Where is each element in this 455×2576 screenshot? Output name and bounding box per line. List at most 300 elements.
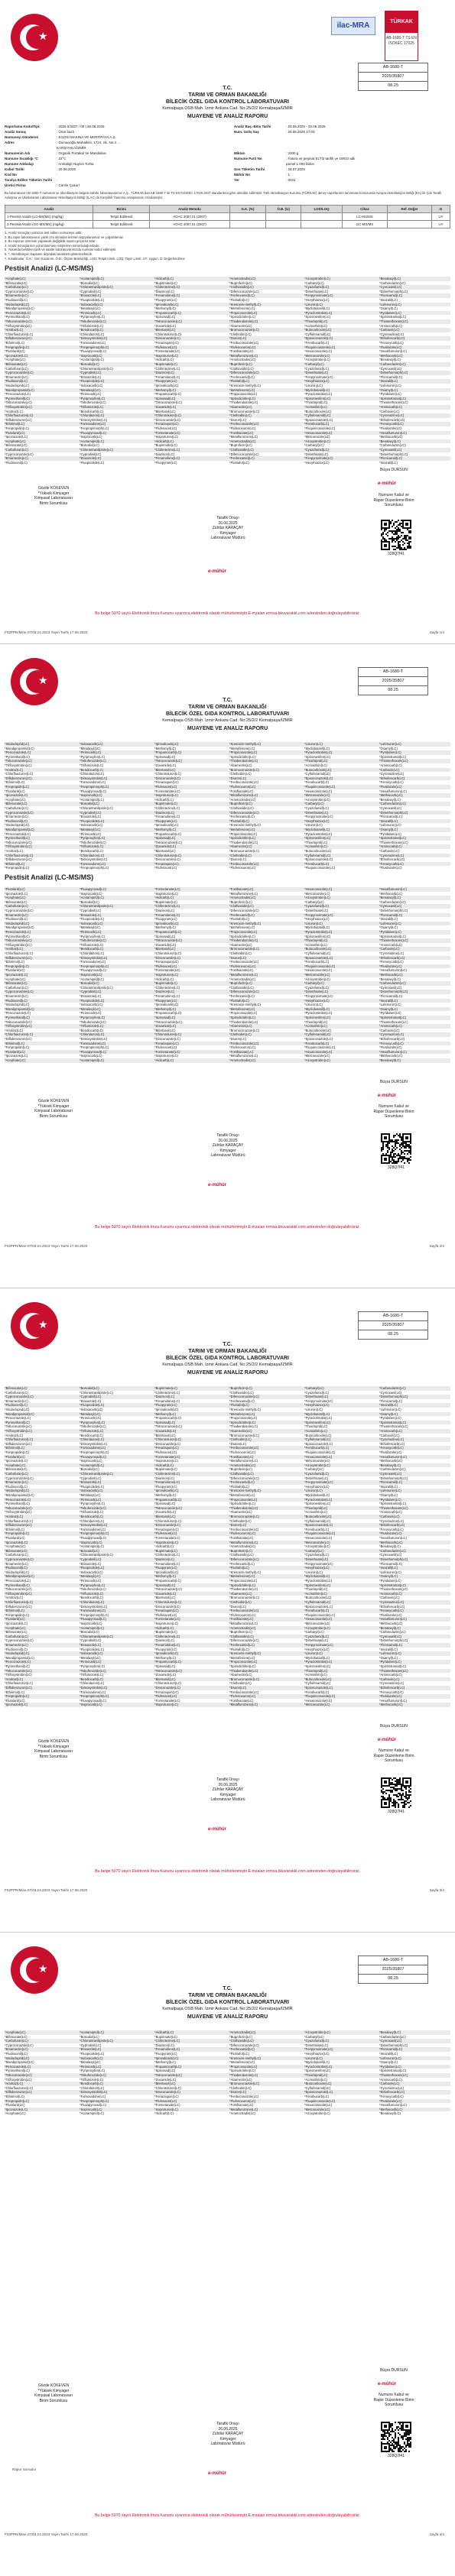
pesticide-cell: *Dimethomorph(LC) [379, 289, 408, 293]
table-row [5, 461, 450, 465]
signer-right-top: Büşra DURSUN [380, 1080, 408, 1084]
pesticide-cell: *Epoxiconazole(LC) [304, 857, 333, 862]
pesticide-cell: *Boscalid(LC) [80, 1467, 99, 1472]
pesticide-cell: *Fenbuconazole(LC) [229, 1446, 259, 1450]
electronic-seal-note[interactable]: Bu belge 5070 sayılı Elektronik İmza Kanunu uyarınca elektronik olarak mühürlenmiştir.E-mzalan ermsa.bkuvarakkl.com adresinden doğrulayabilirsiniz. [95, 2513, 360, 2518]
pesticide-cell: *Fenbuconazole(LC) [229, 422, 259, 426]
pesticide-cell: *Azoxystrobin(LC) [304, 277, 330, 280]
pesticide-cell: *Diazinon(LC) [154, 289, 175, 293]
pesticide-cell: *Fenpropimorph(LC) [80, 785, 109, 789]
pesticide-cell: *Thiabendazole(LC) [229, 938, 258, 943]
pesticide-cell: *Clethodim(LC) [229, 413, 252, 418]
pesticide-cell: *Mandipropamid(LC) [5, 1655, 34, 1660]
pesticide-cell: *Fosthiazate(LC) [229, 1698, 254, 1703]
pesticide-cell: *Chlorfluazuron(LC) [5, 1437, 34, 1442]
pesticide-cell: *Fenpyroximate(LC) [304, 815, 333, 819]
electronic-seal-note[interactable]: Bu belge 5070 sayılı Elektronik İmza Kanunu uyarınca elektronik olarak mühürlenmiştir.E-mzalan ermsa.bkuvarakkl.com adresinden doğrulayabilirsiniz. [95, 1225, 360, 1230]
pesticide-cell: *Dimoxystrobin(LC) [80, 955, 108, 960]
pesticide-cell: *Fenazaquin(LC) [154, 2095, 179, 2098]
pesticide-cell: *Amitraz(LC) [5, 1515, 23, 1518]
pesticide-cell: *Diazinon(LC) [154, 1557, 175, 1561]
pesticide-cell: *Spinosad(LC) [154, 1664, 176, 1668]
pesticide-cell: *Fenoxycarb(LC) [379, 341, 404, 345]
pesticide-cell: *Metaflumizone(LC) [229, 435, 258, 439]
table-row [5, 2111, 450, 2116]
pesticide-cell: *Butocarboxim(LC) [304, 2082, 332, 2086]
pesticide-cell: *Propamocarb(LC) [154, 1579, 181, 1583]
pesticide-cell: *Flutolanil(LC) [5, 1536, 25, 1540]
pesticide-cell: *Ipconazole(LC) [5, 1540, 28, 1544]
pesticide-cell: *Benalaxyl(LC) [379, 358, 401, 362]
pesticide-cell: *Clothianidin(LC) [229, 1472, 254, 1476]
pesticide-cell: *Kresoxim-methyl(LC) [229, 1651, 261, 1656]
pesticide-cell: *Cymoxanil(LC) [379, 985, 402, 990]
pesticide-cell: *Benalaxyl(LC) [379, 977, 401, 981]
pesticide-cell: *Fenoxycarb(LC) [379, 1527, 404, 1531]
pesticide-cell: *Zoxamide(LC) [154, 323, 177, 328]
pesticide-cell: *Fenbuconazole(LC) [229, 1041, 259, 1045]
pesticide-cell: *Azoxystrobin(LC) [304, 1058, 330, 1062]
pesticide-cell: *Dimoxystrobin(LC) [80, 336, 108, 341]
pesticide-cell: *Bromuconazole(LC) [229, 1433, 259, 1437]
pesticide-cell: *Fludioxonil(LC) [5, 818, 28, 823]
pesticide-cell: *Trifloxystrobin(LC) [5, 844, 32, 849]
pesticide-cell: *Carbaryl(LC) [304, 280, 324, 285]
pesticide-cell: *Cyprodinil(LC) [80, 1557, 102, 1561]
pesticide-cell: *Pyriproxyfen(LC) [80, 1664, 106, 1668]
pesticide-cell: *Ethirimol(LC) [5, 2095, 25, 2098]
report-page-1: ★ ilac-MRA TÜRKAK AB-1680-T TS EN ISO/IEC 17025 AB-1680-T 2025/35807 08.25 T.C. TARIM VE ORMAN BAKANLIĞI BİLECİK ÖZEL GIDA KONTROL LABORATUVARI Kemalpaşa OSB Mah. İzmir Ankara Cad. No:25/2/2 Kemalpaşa/İZMİR MUAYENE VE ANALİZ RAPORU Raporlama Kodu/Tipi: : 2025.0/3227 / 00 | 26.06.2025 Analiz Sonuç : Ürün bazlı Numuneyi Gönderen : EGOSİ MAKINA VE MERTİPAYA A.Ş. Adres : Dumanoğlu Mahallesi, 1724. Sk. No:4 ... KARŞIYAKA/İZMİR Numunenin Adı : Organik Portakal Ve Mandalina Numune Sıcaklığı °C : 22°C Numune Ambalajı : Ambalajlı Naylon Torba Kabul Tarihi : 20.06.2025 Kod No : Tarafça Edilen Tüketim Tarihi : Üretici Firma : Cümle Çukurl Analiz Baş.-Bitiş Tarihi : 20.06.2025 - 25.06.2025 Num. Geliş Saş : 20.06.2025 17:03 Miktarı : 2000 g Numune Parti No : Fatura ve peşinat ELTİ2 tarihli ve 18910 adlı parsel 1.000 bidon Son Tüketim Tarihi : 26.07.2025 Mühür No : 1 Yer : 0022 Bu laboratuvar AB-1680-T numaralı ve akreditasyon belgesi sahibi, laboratuvarımız A.Ş., TÜRKAK'dan AB-1680-T ile TS EN ISO/IEC 17025:2017 standardına göre akredite edilmiştir. Türk Akreditasyon Kurumu (TÜRKAK) deney raporlarının tanınması konusunda Avrupa Akreditasyon Birliği (EA) ile Çok Taraflı Anlaşma ve Uluslararası Laboratuvar Akreditasyon Birliği (ILAC) ile Karşılıklı Tanınma Anlaşmasını imzalamıştır. Analiz Birimi Analiz Metodu G.K. (%) Ö.B. (U) LOD/LOQ Cihaz Ref. Değer D 1-Pestisit Analizi (LC-MS/MS) (mg/kg) Tespit Edilmedi AOAC 2007.01 (2007) LC-MS/MS UY 2-Pestisit Analizi (GC-MS/MS) (mg/kg) Tespit Edilmedi AOAC 2007.01 (2007) GC-MS/MS UY 1. Analiz sonuçları yalnızca test edilen numuneye aittir. 2. Bu rapor laboratuvarın yazılı izni olmadan kısmen kopyalanamaz ve çoğaltılamaz. 3. Bu raporun üzerinde yapılacak değişiklik raporu geçersiz kılar. 4. Analiz sonuçlarının yorumlanması müşterinin sorumluluğundadır. 5. Yukarıda belirtilen tarih ve saatte laboratuvarımızda numune kabul edilmiştir. 6. *: Akreditasyon kapsamı dışındaki analizleri göstermektedir. 7. Kısaltmalar: G.K.: Geri Kazanım, Ö.B.: Ölçüm Belirsizliği, LOD: Tespit Limiti, LOQ: Tayin Limiti, UY: Uygun, D: Değerlendirme Pestisit Analizi (LC-MS/MS) *Acephate(LC) *Acetamiprid(LC) *Aldicarb(LC) *Ametoctradin(LC) *Azoxystrobin(LC) *Benalaxyl(LC) *Bifenazate(LC) *Boscalid(LC) *Bupirimate(LC) *Buprofezin(LC) *Carbaryl(LC) *Carbendazim(LC) *Carbofuran(LC) *Chlorantraniliprole(LC) *Clofentezine(LC) *Clothianidin(LC) *Cyazofamid(LC) *Cymoxanil(LC) *Cyproconazole(LC) *Cyprodinil(LC) *Diazinon(LC) *Difenoconazole(LC) *Dimethoate(LC) *Dimethomorph(LC) *Emamectin(LC) *Etoxazole(LC) *Fenamidone(LC) *Fenhexamid(LC) *Fenpyroximate(LC) *Flonicamid(LC) *Fludioxonil(LC) *Fluopicolide(LC) *Fluopyram(LC) *Flutriafol(LC) *Hexythiazox(LC) *Imazalil(LC) *Imidacloprid(LC) *Indoxacarb(LC) *Iprovalicarb(LC) *Kresoxim-methyl(LC) *Linuron(LC) *Lufenuron(LC) *Mandipropamid(LC) *Metalaxyl(LC) *Methomyl(LC) *Metrafenone(LC) *Myclobutanil(LC) *Oxamyl(LC) *Penconazole(LC) *Pirimicarb(LC) *Propamocarb(LC) *Propiconazole(LC) *Pyraclostrobin(LC) *Pyridaben(LC) *Pyrimethanil(LC) *Pyriproxyfen(LC) *Spinosad(LC) *Spirodiclofen(LC) *Spiromesifen(LC) *Spirotetramat(LC) *Tebuconazole(LC) *Tebufenozide(LC) *Tetraconazole(LC) *Thiabendazole(LC) *Thiacloprid(LC) *Thiamethoxam(LC) *Trifloxystrobin(LC) *Triflumizole(LC) *Zoxamide(LC) *Abamectin(LC) *Acrinathrin(LC) *Aminocarb(LC) *Amitraz(LC) *Bendiocarb(LC) *Bitertanol(LC) *Bromuconazole(LC) *Butocarboxim(LC) *Carboxin(LC) *Chlorfluazuron(LC) *Chloridazon(LC) *Chlorotoluron(LC) *Clethodim(LC) *Cyflufenamid(LC) *Cyromazine(LC) *Diflubenzuron(LC) *Dimoxystrobin(LC) *Diniconazole(LC) *Diuron(LC) *Epoxiconazole(LC) *Ethiofencarb(LC) *Ethirimol(LC) *Famoxadone(LC) *Fenazaquin(LC) *Fenbuconazole(LC) *Fenobucarb(LC) *Fenoxycarb(LC) *Fenpropidin(LC) *Fenpropimorph(LC) *Flufenacet(LC) *Flufenoxuron(LC) *Fluquinconazole(LC) *Flusilazole(LC) *Flutolanil(LC) *Fluxapyroxad(LC) *Formetanate(LC) *Fosthiazate(LC) *Hexaconazole(LC) *Hexaflumuron(LC) *Ipconazole(LC) *Isoprocarb(LC) *Isoproturon(LC) *Metaflumizone(LC) *Metconazole(LC) *Methiocarb(LC) *Acephate(LC) *Acetamiprid(LC) *Aldicarb(LC) *Ametoctradin(LC) *Azoxystrobin(LC) *Benalaxyl(LC) *Bifenazate(LC) *Boscalid(LC) *Bupirimate(LC) *Buprofezin(LC) *Carbaryl(LC) *Carbendazim(LC) *Carbofuran(LC) *Chlorantraniliprole(LC) *Clofentezine(LC) *Clothianidin(LC) *Cyazofamid(LC) *Cymoxanil(LC) *Cyproconazole(LC) *Cyprodinil(LC) *Diazinon(LC) *Difenoconazole(LC) *Dimethoate(LC) *Dimethomorph(LC) *Emamectin(LC) *Etoxazole(LC) *Fenamidone(LC) *Fenhexamid(LC) *Fenpyroximate(LC) *Flonicamid(LC) *Fludioxonil(LC) *Fluopicolide(LC) *Fluopyram(LC) *Flutriafol(LC) *Hexythiazox(LC) *Imazalil(LC) *Imidacloprid(LC) *Indoxacarb(LC) *Iprovalicarb(LC) *Kresoxim-methyl(LC) *Linuron(LC) *Lufenuron(LC) *Mandipropamid(LC) *Metalaxyl(LC) *Methomyl(LC) *Metrafenone(LC) *Myclobutanil(LC) *Oxamyl(LC) *Penconazole(LC) *Pirimicarb(LC) *Propamocarb(LC) *Propiconazole(LC) *Pyraclostrobin(LC) *Pyridaben(LC) *Pyrimethanil(LC) *Pyriproxyfen(LC) *Spinosad(LC) *Spirodiclofen(LC) *Spiromesifen(LC) *Spirotetramat(LC) *Tebuconazole(LC) *Tebufenozide(LC) *Tetraconazole(LC) *Thiabendazole(LC) *Thiacloprid(LC) *Thiamethoxam(LC) *Trifloxystrobin(LC) *Triflumizole(LC) *Zoxamide(LC) *Abamectin(LC) *Acrinathrin(LC) *Aminocarb(LC) *Amitraz(LC) *Bendiocarb(LC) *Bitertanol(LC) *Bromuconazole(LC) *Butocarboxim(LC) *Carboxin(LC) *Chlorfluazuron(LC) *Chloridazon(LC) *Chlorotoluron(LC) *Clethodim(LC) *Cyflufenamid(LC) *Cyromazine(LC) *Diflubenzuron(LC) *Dimoxystrobin(LC) *Diniconazole(LC) *Diuron(LC) *Epoxiconazole(LC) *Ethiofencarb(LC) *Ethirimol(LC) *Famoxadone(LC) *Fenazaquin(LC) *Fenbuconazole(LC) *Fenobucarb(LC) *Fenoxycarb(LC) *Fenpropidin(LC) *Fenpropimorph(LC) *Flufenacet(LC) *Flufenoxuron(LC) *Fluquinconazole(LC) *Flusilazole(LC) *Flutolanil(LC) *Fluxapyroxad(LC) *Formetanate(LC) *Fosthiazate(LC) *Hexaconazole(LC) *Hexaflumuron(LC) *Ipconazole(LC) *Isoprocarb(LC) *Isoproturon(LC) *Metaflumizone(LC) *Metconazole(LC) *Methiocarb(LC) *Acephate(LC) *Acetamiprid(LC) *Aldicarb(LC) *Ametoctradin(LC) *Azoxystrobin(LC) *Benalaxyl(LC) *Bifenazate(LC) *Boscalid(LC) *Bupirimate(LC) *Buprofezin(LC) *Carbaryl(LC) *Carbendazim(LC) *Carbofuran(LC) *Chlorantraniliprole(LC) *Clofentezine(LC) *Clothianidin(LC) *Cyazofamid(LC) *Cymoxanil(LC) *Cyproconazole(LC) *Cyprodinil(LC) *Diazinon(LC) *Difenoconazole(LC) *Dimethoate(LC) *Dimethomorph(LC) *Emamectin(LC) *Etoxazole(LC) *Fenamidone(LC) *Fenhexamid(LC) *Fenpyroximate(LC) *Flonicamid(LC) *Fludioxonil(LC) *Fluopicolide(LC) *Fluopyram(LC) *Flutriafol(LC) *Hexythiazox(LC) *Imazalil(LC) Gözde KÖKEVEN *Yüksek Kimyager Kimyasal Laboratuvarı Birim Sorumlusu Tarafik Onayı 26.06.2025 Zühtlar KARAÇAY Kimyager Laboratuvar Müdürü Büşra DURSUN e-mühür Numune Kabul ve Rapor Düzenleme Birim Sorumlusu 328Q7f41 e-mühür Bu belge 5070 sayılı Elektronik İmza Kanunu uyarınca elektronik olarak mühürlenmiştir.E-mzalan ermsa.bkuvarakkl.com adresinden doğrulayabilirsiniz. F02PPR/Mine.07/03.24.2023 Yayın Tarihi 17.06.2020 Sayfa 1/4 [0, 0, 455, 643]
pesticide-cell: *Fluxapyroxad(LC) [80, 349, 106, 354]
pesticide-cell: *Fenpropimorph(LC) [80, 426, 109, 430]
pesticide-cell: *Fenoxycarb(LC) [379, 2095, 404, 2098]
pesticide-cell: *Bromuconazole(LC) [229, 409, 259, 413]
pesticide-cell: *Cyromazine(LC) [379, 951, 405, 955]
pesticide-cell: *Ametoctradin(LC) [229, 896, 256, 900]
pesticide-cell: *Cyromazine(LC) [379, 2085, 405, 2090]
pesticide-cell: *Acetamiprid(LC) [80, 277, 104, 280]
pesticide-cell: *Bendiocarb(LC) [80, 328, 103, 332]
pesticide-cell: *Metconazole(LC) [304, 891, 330, 896]
pesticide-cell: *Clofentezine(LC) [154, 1472, 180, 1476]
pesticide-cell: *Clethodim(LC) [229, 1032, 252, 1037]
pesticide-cell: *Buprofezin(LC) [229, 280, 252, 285]
pesticide-cell: *Fluopicolide(LC) [80, 1647, 105, 1651]
pesticide-cell: *Hexaconazole(LC) [304, 1536, 333, 1540]
pesticide-cell: *Metconazole(LC) [304, 793, 330, 798]
pesticide-cell: *Acephate(LC) [5, 2111, 26, 2116]
pesticide-cell: *Acephate(LC) [5, 1058, 26, 1062]
pesticide-cell: *Metaflumizone(LC) [229, 793, 258, 798]
header-tc: T.C. [223, 1986, 232, 1991]
signer-right-top: Büşra DURSUN [380, 1724, 408, 1729]
pesticide-cell: *Diazinon(LC) [154, 2043, 175, 2047]
pesticide-cell: *Mandipropamid(LC) [5, 746, 34, 750]
pesticide-cell: *Fenamidone(LC) [154, 1398, 180, 1403]
pesticide-cell: *Diazinon(LC) [154, 371, 175, 375]
pesticide-cell: *Pirimicarb(LC) [80, 2064, 102, 2069]
pesticide-cell: *Difenoconazole(LC) [229, 1557, 259, 1561]
header-address: Kemalpaşa OSB Mah. İzmir Ankara Cad. No:25/2/2 Kemalpaşa/İZMİR [162, 106, 293, 111]
pesticide-cell: *Pyraclostrobin(LC) [304, 2064, 333, 2069]
pesticide-cell: *Boscalid(LC) [80, 981, 99, 986]
pesticide-cell: *Hexythiazox(LC) [304, 1403, 330, 1408]
pesticide-cell: *Aldicarb(LC) [154, 277, 174, 280]
pesticide-cell: *Propiconazole(LC) [229, 310, 258, 315]
pesticide-cell: *Ethirimol(LC) [5, 960, 25, 964]
pesticide-cell: *Lufenuron(LC) [379, 823, 401, 828]
pesticide-cell: *Thiamethoxam(LC) [379, 319, 408, 323]
pesticide-cell: *Thiabendazole(LC) [229, 2073, 258, 2077]
pesticide-cell: *Chlorfluazuron(LC) [5, 2085, 34, 2090]
section-title-lc: Pestisit Analizi (LC-MS/MS) [5, 264, 94, 272]
pesticide-cell: *Dimethoate(LC) [304, 810, 329, 815]
pesticide-cell: *Ethiofencarb(LC) [379, 417, 405, 422]
pesticide-cell: *Chloridazon(LC) [80, 2085, 105, 2090]
pesticide-cell: *Acrinathrin(LC) [304, 1510, 327, 1515]
pesticide-cell: *Chlorantraniliprole(LC) [80, 2039, 113, 2043]
pesticide-cell: *Chlorantraniliprole(LC) [80, 904, 113, 909]
pesticide-cell: *Flusilazole(LC) [379, 964, 402, 968]
qr-code[interactable] [381, 1777, 411, 1808]
pesticide-cell: *Chlorantraniliprole(LC) [80, 806, 113, 810]
pesticide-cell: *Flufenacet(LC) [154, 1531, 177, 1536]
pesticide-cell: *Propiconazole(LC) [229, 750, 258, 755]
pesticide-cell: *Cyromazine(LC) [379, 1437, 405, 1442]
pesticide-cell: *Ipconazole(LC) [5, 435, 28, 439]
pesticide-cell: *Aldicarb(LC) [154, 2111, 174, 2116]
pesticide-cell: *Clofentezine(LC) [154, 366, 180, 371]
pesticide-cell: *Acrinathrin(LC) [304, 323, 327, 328]
pesticide-cell: *Fenpropimorph(LC) [80, 1531, 109, 1536]
signer-right: Numune Kabul ve Rapor Düzenleme Birim Sorumlusu [373, 1104, 414, 1119]
qr-code[interactable] [381, 520, 411, 550]
pesticide-cell: *Diflubenzuron(LC) [5, 1037, 32, 1041]
pesticide-cell: *Methomyl(LC) [154, 387, 176, 392]
signer-left: Gözde KÖKEVEN *Yüksek Kimyager Kimyasal Laboratuvarı Birim Sorumlusu [34, 2383, 73, 2403]
pesticide-cell: *Carbofuran(LC) [5, 806, 28, 810]
pesticide-cell: *Pyriproxyfen(LC) [80, 934, 106, 938]
pesticide-cell: *Spirotetramat(LC) [379, 1664, 406, 1668]
pesticide-cell: *Fenobucarb(LC) [304, 960, 330, 964]
pesticide-cell: *Penconazole(LC) [5, 2064, 31, 2069]
pesticide-cell: *Diniconazole(LC) [154, 776, 180, 780]
pesticide-cell: *Flonicamid(LC) [379, 2047, 403, 2052]
pesticide-cell: *Bupirimate(LC) [154, 1548, 177, 1553]
pesticide-cell: *Acrinathrin(LC) [304, 942, 327, 947]
pesticide-cell: *Clethodim(LC) [229, 1681, 252, 1686]
pesticide-cell: *Thiacloprid(LC) [304, 938, 328, 943]
pesticide-cell: *Carbaryl(LC) [304, 443, 324, 448]
table-row [5, 1058, 450, 1063]
pesticide-cell: *Diflubenzuron(LC) [5, 417, 32, 422]
pesticide-cell: *Amitraz(LC) [5, 1433, 23, 1437]
pesticide-cell: *Chlorantraniliprole(LC) [80, 1634, 113, 1638]
pesticide-cell: *Hexaflumuron(LC) [379, 789, 407, 793]
pesticide-cell: *Fosthiazate(LC) [229, 2103, 254, 2108]
pesticide-cell: *Cyromazine(LC) [379, 413, 405, 418]
pesticide-cell: *Emamectin(LC) [5, 1398, 28, 1403]
pesticide-cell: *Diflubenzuron(LC) [5, 776, 32, 780]
pesticide-cell: *Diuron(LC) [229, 1441, 247, 1446]
pesticide-cell: *Flutriafol(LC) [229, 298, 249, 302]
pesticide-cell: *Penconazole(LC) [5, 930, 31, 934]
pesticide-cell: *Spirodiclofen(LC) [229, 836, 255, 841]
qr-code[interactable] [381, 1133, 411, 1164]
pesticide-cell: *Famoxadone(LC) [80, 422, 106, 426]
pesticide-cell: *Flutolanil(LC) [5, 1698, 25, 1703]
pesticide-cell: *Flusilazole(LC) [379, 1694, 402, 1699]
pesticide-cell: *Clothianidin(LC) [229, 806, 254, 810]
pesticide-cell: *Epoxiconazole(LC) [304, 1037, 333, 1041]
pesticide-cell: *Clothianidin(LC) [229, 366, 254, 371]
pesticide-cell: *Abamectin(LC) [229, 1591, 252, 1596]
qr-code[interactable] [381, 2422, 411, 2452]
pesticide-cell: *Metalaxyl(LC) [80, 1655, 101, 1660]
pesticide-cell: *Propiconazole(LC) [229, 1011, 258, 1016]
pesticide-cell: *Metrafenone(LC) [229, 387, 255, 392]
pesticide-cell: *Pyrimethanil(LC) [5, 396, 30, 400]
pesticide-cell: *Tebuconazole(LC) [5, 1587, 32, 1592]
pesticide-cell: *Diflubenzuron(LC) [5, 857, 32, 862]
pesticide-cell: *Pyridaben(LC) [379, 831, 401, 836]
pesticide-cell: *Bupirimate(LC) [154, 1467, 177, 1472]
pesticide-cell: *Methiocarb(LC) [379, 435, 403, 439]
pesticide-cell: *Emamectin(LC) [5, 293, 28, 298]
pesticide-cell: *Clofentezine(LC) [154, 448, 180, 452]
pesticide-cell: *Clethodim(LC) [229, 772, 252, 776]
pesticide-cell: *Acephate(LC) [5, 358, 26, 362]
pesticide-cell: *Isoproturon(LC) [154, 1703, 178, 1707]
pesticide-cell: *Methomyl(LC) [154, 2060, 176, 2065]
pesticide-cell: *Hexythiazox(LC) [304, 998, 330, 1003]
pesticide-grid [5, 742, 450, 870]
pesticide-cell: *Fenhexamid(LC) [229, 912, 255, 917]
pesticide-cell: *Chlorotoluron(LC) [154, 1518, 181, 1523]
pesticide-cell: *Pyriproxyfen(LC) [80, 754, 106, 759]
pesticide-cell: *Dimethoate(LC) [304, 2043, 329, 2047]
pesticide-cell: *Chlorfluazuron(LC) [5, 1518, 34, 1523]
pesticide-cell: *Fluopicolide(LC) [80, 1484, 105, 1489]
pesticide-cell: *Fluquinconazole(LC) [304, 1694, 336, 1699]
pesticide-cell: *Cyflufenamid(LC) [304, 951, 331, 955]
pesticide-cell: *Trifloxystrobin(LC) [5, 405, 32, 409]
pesticide-cell: *Indoxacarb(LC) [80, 2056, 103, 2060]
pesticide-cell: *Diazinon(LC) [154, 1395, 175, 1399]
pesticide-cell: *Lufenuron(LC) [379, 384, 401, 387]
pesticide-cell: *Linuron(LC) [304, 742, 323, 746]
pesticide-cell: *Isoprocarb(LC) [80, 1703, 102, 1707]
star-icon: ★ [38, 30, 48, 42]
pesticide-cell: *Myclobutanil(LC) [304, 1574, 330, 1579]
pesticide-cell: *Dimethoate(LC) [304, 1557, 329, 1561]
pesticide-cell: *Oxamyl(LC) [379, 1411, 398, 1416]
pesticide-cell: *Isoproturon(LC) [154, 435, 178, 439]
pesticide-cell: *Diuron(LC) [229, 955, 247, 960]
pesticide-cell: *Clofentezine(LC) [154, 1390, 180, 1395]
pesticide-cell: *Propiconazole(LC) [229, 831, 258, 836]
pesticide-cell: *Carbaryl(LC) [304, 362, 324, 366]
pesticide-cell: *Bifenazate(LC) [5, 2034, 28, 2039]
pesticide-cell: *Bifenazate(LC) [5, 1386, 28, 1390]
pesticide-cell: *Benalaxyl(LC) [379, 1625, 401, 1630]
pesticide-cell: *Tetraconazole(LC) [154, 319, 182, 323]
pesticide-cell: *Flusilazole(LC) [379, 1531, 402, 1536]
pesticide-cell: *Oxamyl(LC) [379, 306, 398, 311]
ministry-logo [11, 14, 58, 61]
header-lab: BİLECİK ÖZEL GIDA KONTROL LABORATUVARI [166, 99, 289, 105]
pesticide-cell: *Cymoxanil(LC) [379, 1472, 402, 1476]
pesticide-cell: *Isoproturon(LC) [154, 1540, 178, 1544]
pesticide-cell: *Buprofezin(LC) [229, 1386, 252, 1390]
pesticide-cell: *Azoxystrobin(LC) [304, 1625, 330, 1630]
pesticide-cell: *Carbendazim(LC) [379, 1630, 406, 1635]
pesticide-cell: *Diuron(LC) [229, 336, 247, 341]
pesticide-cell: *Fenpyroximate(LC) [304, 1643, 333, 1647]
header-tc: T.C. [223, 698, 232, 703]
pesticide-cell: *Trifloxystrobin(LC) [5, 763, 32, 767]
pesticide-cell: *Trifloxystrobin(LC) [5, 2077, 32, 2082]
pesticide-cell: *Carbendazim(LC) [379, 362, 406, 366]
pesticide-cell: *Zoxamide(LC) [154, 844, 177, 849]
pesticide-cell: *Spirodiclofen(LC) [229, 1664, 255, 1668]
pesticide-cell: *Spirotetramat(LC) [379, 1016, 406, 1019]
pesticide-cell: *Flufenoxuron(LC) [229, 2098, 256, 2103]
pesticide-cell: *Hexaflumuron(LC) [379, 1536, 407, 1540]
pesticide-cell: *Clethodim(LC) [229, 951, 252, 955]
pesticide-cell: *Difenoconazole(LC) [229, 909, 259, 912]
pesticide-cell: *Dimethoate(LC) [304, 909, 329, 912]
pesticide-cell: *Diazinon(LC) [154, 1638, 175, 1643]
pesticide-cell: *Cymoxanil(LC) [379, 1390, 402, 1395]
electronic-seal-note[interactable]: Bu belge 5070 sayılı Elektronik İmza Kanunu uyarınca elektronik olarak mühürlenmiştir.E-mzalan ermsa.bkuvarakkl.com adresinden doğrulayabilirsiniz. [95, 1869, 360, 1874]
pesticide-cell: *Fluquinconazole(LC) [304, 1612, 336, 1617]
pesticide-cell: *Dimoxystrobin(LC) [80, 776, 108, 780]
pesticide-cell: *Fenpyroximate(LC) [304, 1561, 333, 1566]
pesticide-cell: *Cyprodinil(LC) [80, 990, 102, 994]
pesticide-cell: *Tebufenozide(LC) [80, 1505, 106, 1510]
pesticide-cell: *Propamocarb(LC) [154, 1497, 181, 1502]
pesticide-cell: *Clofentezine(LC) [154, 1553, 180, 1557]
pesticide-cell: *Imazalil(LC) [379, 917, 398, 922]
analysis-table-header: Analiz Birimi Analiz Metodu G.K. (%) Ö.B. (U) LOD/LOQ Cihaz Ref. Değer D [5, 206, 450, 213]
pesticide-cell: *Pyraclostrobin(LC) [304, 1011, 333, 1016]
signer-right: Numune Kabul ve Rapor Düzenleme Birim Sorumlusu [373, 1748, 414, 1763]
pesticide-cell: *Acrinathrin(LC) [304, 1429, 327, 1433]
pesticide-cell: *Flufenacet(LC) [154, 345, 177, 349]
pesticide-cell: *Fenamidone(LC) [154, 374, 180, 379]
pesticide-cell: *Aldicarb(LC) [154, 797, 174, 802]
header-lab: BİLECİK ÖZEL GIDA KONTROL LABORATUVARI [166, 1356, 289, 1361]
pesticide-cell: *Cyazofamid(LC) [304, 806, 329, 810]
pesticide-cell: *Bitertanol(LC) [154, 2082, 176, 2086]
pesticide-cell: *Flusilazole(LC) [379, 785, 402, 789]
pesticide-cell: *Thiabendazole(LC) [229, 319, 258, 323]
pesticide-cell: *Flusilazole(LC) [379, 866, 402, 870]
pesticide-cell: *Isoprocarb(LC) [80, 353, 102, 358]
pesticide-cell: *Epoxiconazole(LC) [304, 955, 333, 960]
pesticide-cell: *Famoxadone(LC) [80, 1690, 106, 1694]
pesticide-cell: *Lufenuron(LC) [379, 1489, 401, 1493]
pesticide-cell: *Flutriafol(LC) [229, 379, 249, 384]
pesticide-cell: *Epoxiconazole(LC) [304, 2090, 333, 2095]
pesticide-cell: *Metconazole(LC) [304, 435, 330, 439]
pesticide-cell: *Cyromazine(LC) [379, 1518, 405, 1523]
pesticide-cell: *Fluopyram(LC) [154, 1403, 177, 1408]
pesticide-cell: *Metalaxyl(LC) [80, 1006, 101, 1011]
pesticide-cell: *Imazalil(LC) [379, 298, 398, 302]
pesticide-cell: *Fluxapyroxad(LC) [80, 1049, 106, 1054]
pesticide-cell: *Imidacloprid(LC) [5, 1408, 30, 1411]
pesticide-cell: *Myclobutanil(LC) [304, 1411, 330, 1416]
pesticide-cell: *Hexaconazole(LC) [304, 887, 333, 891]
pesticide-cell: *Tebufenozide(LC) [80, 1424, 106, 1429]
pesticide-cell: *Hexythiazox(LC) [304, 818, 330, 823]
pesticide-cell: *Pyridaben(LC) [379, 1660, 401, 1664]
pesticide-cell: *Pyraclostrobin(LC) [304, 1497, 333, 1502]
pesticide-cell: *Fluquinconazole(LC) [304, 426, 336, 430]
pesticide-cell: *Metalaxyl(LC) [80, 2060, 101, 2065]
pesticide-cell: *Spirodiclofen(LC) [229, 934, 255, 938]
pesticide-cell: *Lufenuron(LC) [379, 1408, 401, 1411]
header-ministry: TARIM VE ORMAN BAKANLIĞI [188, 705, 267, 710]
pesticide-cell: *Cyazofamid(LC) [304, 1472, 329, 1476]
pesticide-cell: *Cymoxanil(LC) [379, 2039, 402, 2043]
header-address: Kemalpaşa OSB Mah. İzmir Ankara Cad. No:25/2/2 Kemalpaşa/İZMİR [162, 1363, 293, 1367]
pesticide-cell: *Fenazaquin(LC) [154, 1041, 179, 1045]
pesticide-cell: *Carboxin(LC) [379, 409, 400, 413]
pesticide-cell: *Fluopyram(LC) [154, 460, 177, 465]
pesticide-cell: *Pyrimethanil(LC) [5, 1583, 30, 1587]
pesticide-cell: *Iprovalicarb(LC) [154, 302, 179, 306]
pesticide-cell: *Pyraclostrobin(LC) [304, 750, 333, 755]
pesticide-cell: *Thiacloprid(LC) [304, 840, 328, 844]
pesticide-cell: *Carbofuran(LC) [5, 1472, 28, 1476]
pesticide-cell: *Imazalil(LC) [379, 379, 398, 384]
pesticide-cell: *Chloridazon(LC) [80, 413, 105, 418]
pesticide-cell: *Thiamethoxam(LC) [379, 1668, 408, 1673]
pesticide-cell: *Carbofuran(LC) [5, 285, 28, 290]
pesticide-cell: *Bupirimate(LC) [154, 981, 177, 986]
pesticide-cell: *Cyromazine(LC) [379, 853, 405, 857]
pesticide-cell: *Butocarboxim(LC) [304, 1596, 332, 1600]
pesticide-cell: *Pirimicarb(LC) [80, 1497, 102, 1502]
pesticide-cell: *Metrafenone(LC) [229, 746, 255, 750]
section-title-lc: Pestisit Analizi (LC-MS/MS) [5, 873, 94, 881]
pesticide-cell: *Tebuconazole(LC) [5, 840, 32, 844]
pesticide-cell: *Carboxin(LC) [379, 767, 400, 772]
pesticide-cell: *Spiromesifen(LC) [304, 934, 331, 938]
pesticide-cell: *Pyraclostrobin(LC) [304, 930, 333, 934]
pesticide-cell: *Trifloxystrobin(LC) [5, 1429, 32, 1433]
pesticide-cell: *Ethiofencarb(LC) [379, 2090, 405, 2095]
reference-box: AB-1680-T 2025/35807 08.25 [358, 63, 428, 91]
pesticide-cell: *Flonicamid(LC) [379, 293, 403, 298]
pesticide-cell: *Penconazole(LC) [5, 831, 31, 836]
pesticide-cell: *Famoxadone(LC) [80, 861, 106, 866]
qr-pattern [381, 520, 411, 550]
pesticide-cell: *Ethirimol(LC) [5, 1446, 25, 1450]
pesticide-cell: *Abamectin(LC) [229, 2077, 252, 2082]
pesticide-cell: *Imidacloprid(LC) [5, 1651, 30, 1656]
pesticide-cell: *Flonicamid(LC) [379, 1561, 403, 1566]
pesticide-cell: *Hexythiazox(LC) [304, 379, 330, 384]
pesticide-cell: *Fluxapyroxad(LC) [80, 1536, 106, 1540]
pesticide-cell: *Thiamethoxam(LC) [379, 840, 408, 844]
pesticide-cell: *Chlorantraniliprole(LC) [80, 1390, 113, 1395]
pesticide-cell: *Diniconazole(LC) [154, 857, 180, 862]
electronic-seal-note[interactable]: Bu belge 5070 sayılı Elektronik İmza Kanunu uyarınca elektronik olarak mühürlenmiştir.E-mzalan ermsa.bkuvarakkl.com adresinden doğrulayabilirsiniz. [95, 611, 360, 616]
